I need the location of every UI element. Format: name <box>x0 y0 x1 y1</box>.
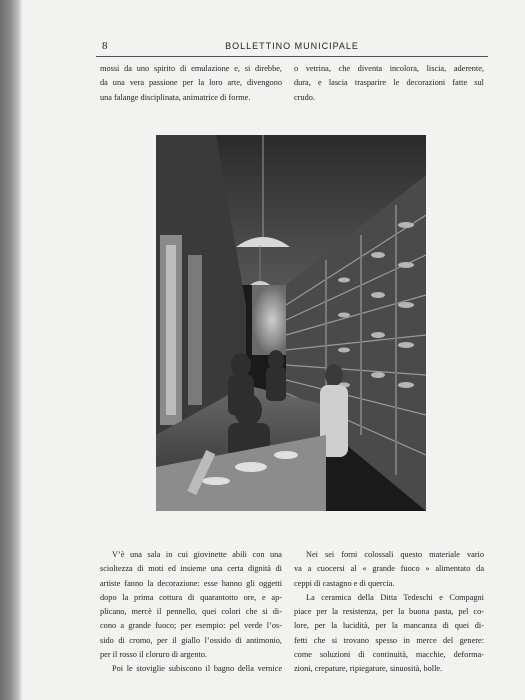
factory-decoration-hall-photo <box>156 135 426 511</box>
running-title: BOLLETTINO MUNICIPALE <box>225 41 359 51</box>
text-line: va a cuocersi al « grande fuoco » alimentato da <box>294 564 484 574</box>
text-column-top-left <box>100 62 282 105</box>
text-line: plicano, mercè il pennello, quei colori che si di- <box>100 607 282 617</box>
text-line: da una vera passione per la loro arte, divengono <box>100 78 282 88</box>
page-binding-edge <box>0 0 22 700</box>
page-number: 8 <box>102 40 108 52</box>
text-line: Poi le stoviglie subiscono il bagno della vernice <box>112 664 282 674</box>
text-line: per il rosso il cloruro di argento. <box>100 650 207 660</box>
text-line: Nei sei forni colossali questo materiale vario <box>306 550 484 559</box>
text-line: scioltezza di moti ed insieme una certa dignità di <box>100 564 282 574</box>
text-line: come soluzioni di continuità, macchie, deforma- <box>294 650 484 660</box>
text-line: zioni, crepature, ripiegature, sinuosità, bolle. <box>294 664 443 674</box>
page-header <box>96 40 488 57</box>
text-line: artiste fanno la decorazione: esse hanno gli oggetti <box>100 578 282 588</box>
text-line: V’è una sala in cui giovinette abili con una <box>112 550 282 559</box>
text-line: crudo. <box>294 92 315 102</box>
text-line: La ceramica della Ditta Tedeschi e Compagni <box>306 592 484 602</box>
text-line: cono a grande fuoco; per esempio: pel verde l’os- <box>100 621 282 631</box>
text-line: piace per la resistenza, per la buona pasta, pel co- <box>294 607 484 617</box>
text-line: dura, e lascia trasparire le decorazioni fatte sul <box>294 78 484 88</box>
text-line: una falange disciplinata, animatrice di forme. <box>100 92 251 102</box>
text-line: lore, per la lucidità, per la mancanza di quei di- <box>294 621 484 631</box>
text-column-bottom-right <box>294 548 484 677</box>
text-line: mossi da uno spirito di emulazione e, si direbbe, <box>100 64 282 73</box>
text-line: dopo la prima cottura di quarantotto ore, e ap- <box>100 592 282 602</box>
text-line: o vetrina, che diventa incolora, liscia, aderente, <box>294 64 484 73</box>
text-column-top-right <box>294 62 484 105</box>
text-column-bottom-left <box>100 548 282 677</box>
text-line: ceppi di castagno e di quercia. <box>294 578 395 588</box>
text-line: fetti che si trovano spesso in merce del genere: <box>294 635 484 645</box>
text-line: sido di cromo, per il giallo l’ossido di antimonio, <box>100 635 282 645</box>
